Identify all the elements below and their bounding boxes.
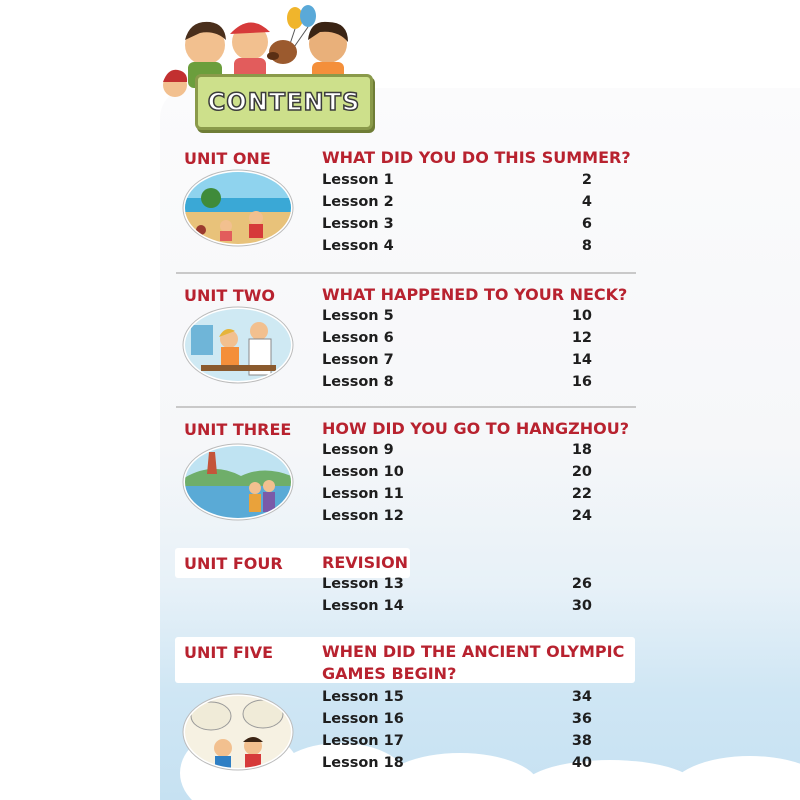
lesson-page: 34: [571, 689, 592, 705]
lesson-row[interactable]: [322, 508, 592, 530]
lesson-name: Lesson 12: [322, 508, 404, 524]
unit-label: UNIT TWO: [184, 286, 275, 305]
unit-title: WHAT DID YOU DO THIS SUMMER?: [322, 148, 631, 167]
hangzhou-illustration: [181, 442, 296, 522]
lesson-name: Lesson 9: [322, 442, 394, 458]
lesson-page: 30: [571, 598, 592, 614]
lesson-page: 38: [571, 733, 592, 749]
unit-divider: [176, 406, 636, 408]
lesson-row[interactable]: [322, 755, 592, 777]
page-title: CONTENTS: [207, 88, 361, 116]
lesson-row[interactable]: [322, 733, 592, 755]
lesson-name: Lesson 8: [322, 374, 394, 390]
lesson-page: 16: [571, 374, 592, 390]
lesson-page: 4: [581, 194, 592, 210]
lesson-page: 8: [581, 238, 592, 254]
lesson-row[interactable]: [322, 352, 592, 374]
lesson-name: Lesson 5: [322, 308, 394, 324]
lesson-name: Lesson 15: [322, 689, 404, 705]
lesson-page: 24: [571, 508, 592, 524]
lesson-row[interactable]: [322, 576, 592, 598]
lesson-page: 10: [571, 308, 592, 324]
lesson-page: 40: [571, 755, 592, 771]
lesson-page: 2: [581, 172, 592, 188]
unit-title: GAMES BEGIN?: [322, 664, 457, 683]
lesson-name: Lesson 2: [322, 194, 394, 210]
lesson-name: Lesson 10: [322, 464, 404, 480]
lesson-row[interactable]: [322, 194, 592, 216]
lesson-row[interactable]: [322, 711, 592, 733]
lesson-page: 18: [571, 442, 592, 458]
lesson-page: 36: [571, 711, 592, 727]
contents-banner: [195, 74, 373, 130]
lesson-name: Lesson 6: [322, 330, 394, 346]
lesson-name: Lesson 11: [322, 486, 404, 502]
lesson-name: Lesson 14: [322, 598, 404, 614]
unit-label: UNIT FIVE: [184, 643, 274, 662]
unit-title: REVISION: [322, 553, 409, 572]
unit-title: WHAT HAPPENED TO YOUR NECK?: [322, 285, 628, 304]
lesson-page: 26: [571, 576, 592, 592]
unit-title: HOW DID YOU GO TO HANGZHOU?: [322, 419, 630, 438]
lesson-row[interactable]: [322, 442, 592, 464]
cloud-decoration: [670, 756, 800, 800]
lesson-name: Lesson 1: [322, 172, 394, 188]
unit-label: UNIT THREE: [184, 420, 292, 439]
olympic-illustration: [181, 692, 296, 772]
lesson-page: 12: [571, 330, 592, 346]
lesson-row[interactable]: [322, 598, 592, 620]
lesson-name: Lesson 13: [322, 576, 404, 592]
lesson-row[interactable]: [322, 308, 592, 330]
unit-label: UNIT ONE: [184, 149, 271, 168]
lesson-row[interactable]: [322, 689, 592, 711]
beach-illustration: [181, 168, 296, 248]
lesson-row[interactable]: [322, 238, 592, 260]
lesson-name: Lesson 17: [322, 733, 404, 749]
lesson-name: Lesson 7: [322, 352, 394, 368]
lesson-page: 20: [571, 464, 592, 480]
lesson-name: Lesson 16: [322, 711, 404, 727]
lesson-name: Lesson 18: [322, 755, 404, 771]
lesson-page: 6: [581, 216, 592, 232]
lesson-name: Lesson 3: [322, 216, 394, 232]
unit-title: WHEN DID THE ANCIENT OLYMPIC: [322, 642, 625, 661]
doctor-illustration: [181, 305, 296, 385]
lesson-row[interactable]: [322, 172, 592, 194]
lesson-name: Lesson 4: [322, 238, 394, 254]
lesson-row[interactable]: [322, 464, 592, 486]
unit-divider: [176, 272, 636, 274]
lesson-page: 22: [571, 486, 592, 502]
unit-label: UNIT FOUR: [184, 554, 283, 573]
lesson-page: 14: [571, 352, 592, 368]
lesson-row[interactable]: [322, 486, 592, 508]
lesson-row[interactable]: [322, 374, 592, 396]
lesson-row[interactable]: [322, 330, 592, 352]
lesson-row[interactable]: [322, 216, 592, 238]
